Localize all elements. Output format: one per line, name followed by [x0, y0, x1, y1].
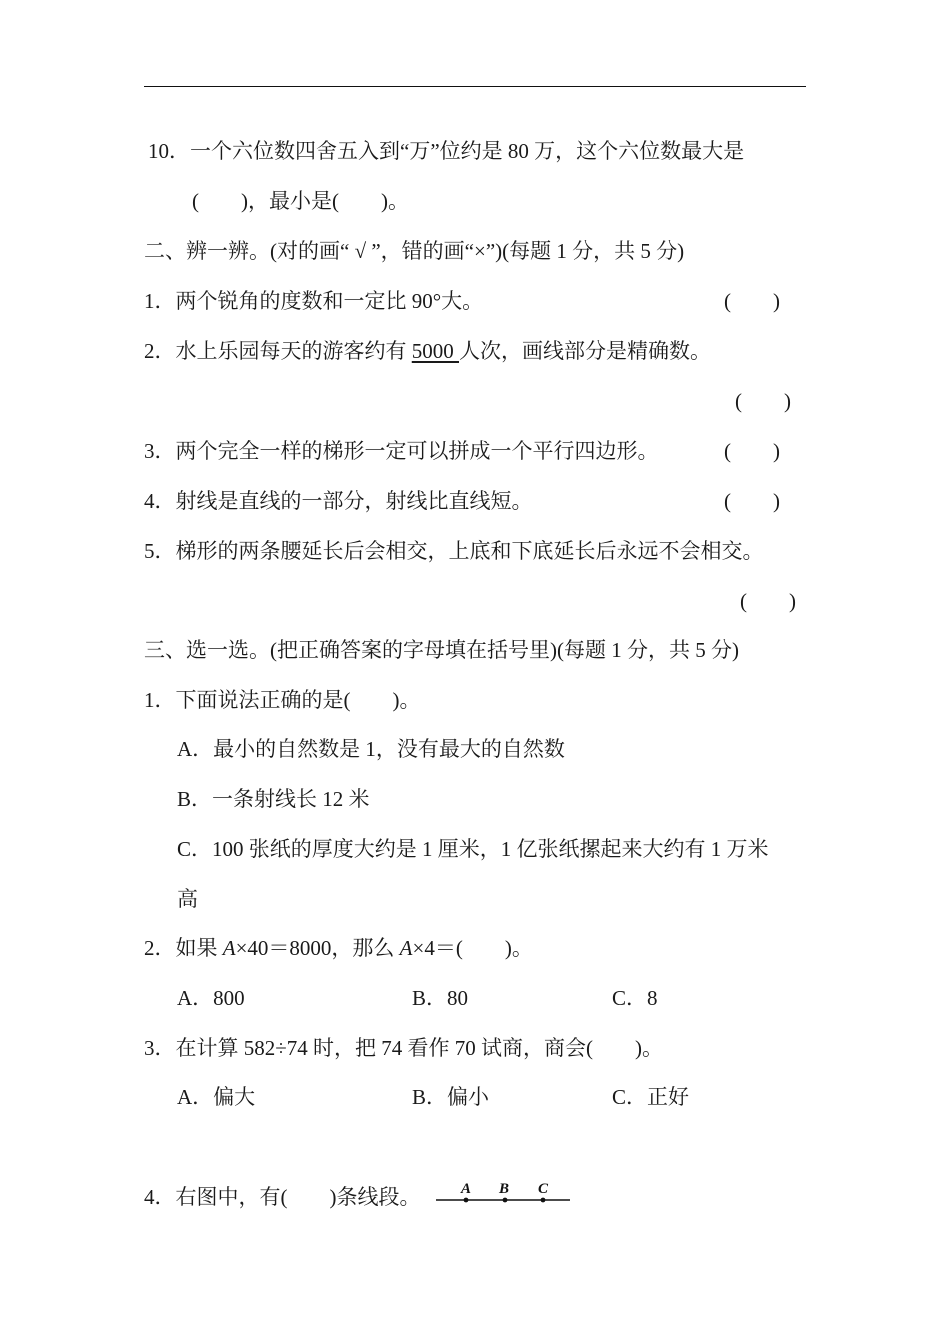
s3-q3-option-c: C．正好	[612, 1085, 690, 1109]
point-a-label: A	[461, 1181, 472, 1197]
q10-line2: ( )，最小是( )。	[192, 189, 409, 213]
s3-q2-prefix: 2．如果	[144, 936, 223, 960]
s3-q1-stem: 1．下面说法正确的是( )。	[144, 688, 421, 712]
s3-q4-stem: 4．右图中，有( )条线段。	[144, 1185, 421, 1209]
s3-q2-option-b: B．80	[412, 986, 469, 1010]
point-c-label: C	[538, 1181, 549, 1197]
point-c-dot	[541, 1198, 546, 1203]
line-segment-figure	[430, 1178, 572, 1208]
s3-q2-var2: A	[399, 936, 413, 960]
s3-q3-option-b: B．偏小	[412, 1085, 490, 1109]
s2-item1-answer-paren[interactable]: ( )	[724, 289, 780, 313]
s3-q1-option-c-line2: 高	[177, 887, 198, 911]
point-a-dot	[464, 1198, 469, 1203]
s3-q2-option-c: C．8	[612, 986, 658, 1010]
s2-item3-answer-paren[interactable]: ( )	[724, 439, 780, 463]
s3-q2-option-a: A．800	[177, 986, 245, 1010]
point-b-dot	[503, 1198, 508, 1203]
point-b-label: B	[499, 1181, 510, 1197]
section3-heading: 三、选一选。(把正确答案的字母填在括号里)(每题 1 分，共 5 分)	[144, 638, 739, 662]
s2-item2-text-before: 2．水上乐园每天的游客约有	[144, 339, 412, 363]
s3-q1-option-b: B．一条射线长 12 米	[177, 787, 370, 811]
s3-q1-option-c-line1: C．100 张纸的厚度大约是 1 厘米，1 亿张纸摞起来大约有 1 万米	[177, 837, 769, 861]
s3-q2-suffix: ×4＝( )。	[412, 936, 533, 960]
s3-q3-option-a: A．偏大	[177, 1085, 256, 1109]
s2-item5-text: 5．梯形的两条腰延长后会相交，上底和下底延长后永远不会相交。	[144, 539, 764, 563]
s3-q2-mid: ×40＝8000，那么	[235, 936, 400, 960]
s2-item2-underlined-number: 5000	[411, 339, 459, 363]
header-rule	[144, 86, 806, 87]
s2-item5-answer-paren[interactable]: ( )	[740, 589, 796, 613]
s2-item4-answer-paren[interactable]: ( )	[724, 489, 780, 513]
s2-item2-text	[144, 338, 711, 364]
s2-item2-text-after: 人次，画线部分是精确数。	[459, 339, 711, 363]
s3-q2-var1: A	[222, 936, 236, 960]
q10-line1: 10．一个六位数四舍五入到“万”位约是 80 万，这个六位数最大是	[148, 139, 745, 163]
s3-q1-option-a: A．最小的自然数是 1，没有最大的自然数	[177, 737, 565, 761]
s2-item3-text: 3．两个完全一样的梯形一定可以拼成一个平行四边形。	[144, 439, 659, 463]
s2-item2-answer-paren[interactable]: ( )	[735, 389, 791, 413]
s2-item4-text: 4．射线是直线的一部分，射线比直线短。	[144, 489, 533, 513]
s2-item1-text: 1．两个锐角的度数和一定比 90°大。	[144, 289, 484, 313]
s3-q2-stem	[144, 935, 533, 961]
section2-heading: 二、辨一辨。(对的画“ √ ”，错的画“×”)(每题 1 分，共 5 分)	[144, 239, 685, 263]
s3-q3-stem: 3．在计算 582÷74 时，把 74 看作 70 试商，商会( )。	[144, 1036, 664, 1060]
